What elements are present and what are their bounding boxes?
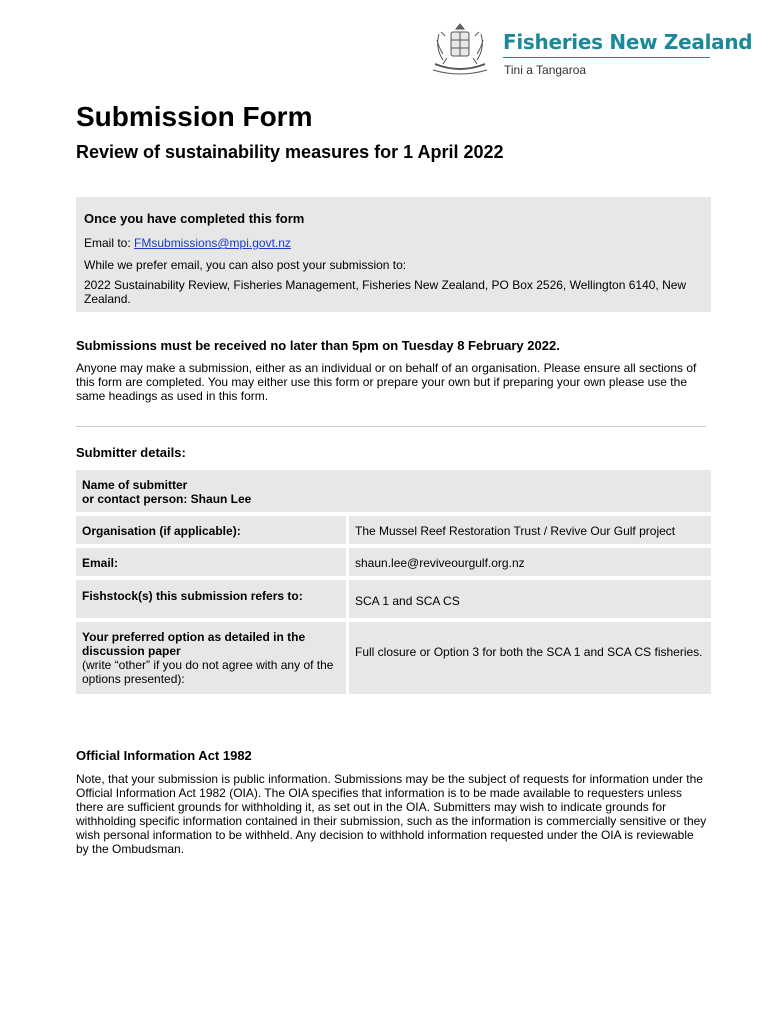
email-value: shaun.lee@reviveourgulf.org.nz bbox=[349, 548, 711, 576]
name-row bbox=[76, 470, 711, 512]
oia-heading: Official Information Act 1982 bbox=[76, 748, 252, 763]
deadline-notice: Submissions must be received no later than 5pm on Tuesday 8 February 2022. bbox=[76, 338, 560, 353]
postal-address: 2022 Sustainability Review, Fisheries Management, Fisheries New Zealand, PO Box 2526, Wellington 6140, New Zealand. bbox=[84, 278, 687, 306]
organisation-label: Organisation (if applicable): bbox=[76, 516, 346, 544]
preferred-option-note: (write “other” if you do not agree with any of the options presented): bbox=[82, 658, 334, 686]
name-value: or contact person: Shaun Lee bbox=[82, 492, 252, 506]
brand-divider bbox=[503, 57, 710, 58]
instructions-heading: Once you have completed this form bbox=[84, 211, 305, 226]
email-label: Email: bbox=[76, 548, 346, 576]
name-label: Name of submitter bbox=[82, 478, 188, 492]
submitter-heading: Submitter details: bbox=[76, 445, 186, 460]
email-instruction bbox=[84, 236, 291, 250]
preferred-option-value: Full closure or Option 3 for both the SCA 1 and SCA CS fisheries. bbox=[349, 622, 711, 694]
preferred-option-title: Your preferred option as detailed in the discussion paper bbox=[82, 630, 306, 658]
divider bbox=[76, 426, 706, 427]
brand-name: Fisheries New Zealand bbox=[503, 30, 753, 54]
preferred-option-label bbox=[76, 622, 346, 694]
intro-paragraph: Anyone may make a submission, either as an individual or on behalf of an organisation. Please ensure all sections of this form are completed. You may either use this form or prepare your own but if preparing your own please use the same headings as used in this form. bbox=[76, 361, 697, 403]
email-prefix: Email to: bbox=[84, 236, 135, 250]
fishstock-label: Fishstock(s) this submission refers to: bbox=[76, 580, 346, 618]
coat-of-arms-logo bbox=[427, 20, 493, 80]
fishstock-value: SCA 1 and SCA CS bbox=[349, 580, 711, 618]
page-subtitle: Review of sustainability measures for 1 April 2022 bbox=[76, 142, 504, 162]
organisation-value: The Mussel Reef Restoration Trust / Revive Our Gulf project bbox=[349, 516, 711, 544]
submission-email-link[interactable]: FMsubmissions@mpi.govt.nz bbox=[134, 236, 291, 250]
brand-subtitle: Tini a Tangaroa bbox=[504, 63, 587, 77]
page-title: Submission Form bbox=[76, 101, 313, 132]
post-instruction: While we prefer email, you can also post your submission to: bbox=[84, 258, 407, 272]
oia-paragraph: Note, that your submission is public information. Submissions may be the subject of requests for information under the Official Information Act 1982 (OIA). The OIA specifies that information is to be made available to requesters unless there are sufficient grounds for withholding it, as set out in the OIA. Submitters may wish to indicate grounds for withholding specific information contained in their submission, such as the information is commercially sensitive or they wish personal information to be withheld. Any decision to withhold information requested under the OIA is reviewable by the Ombudsman. bbox=[76, 772, 707, 856]
